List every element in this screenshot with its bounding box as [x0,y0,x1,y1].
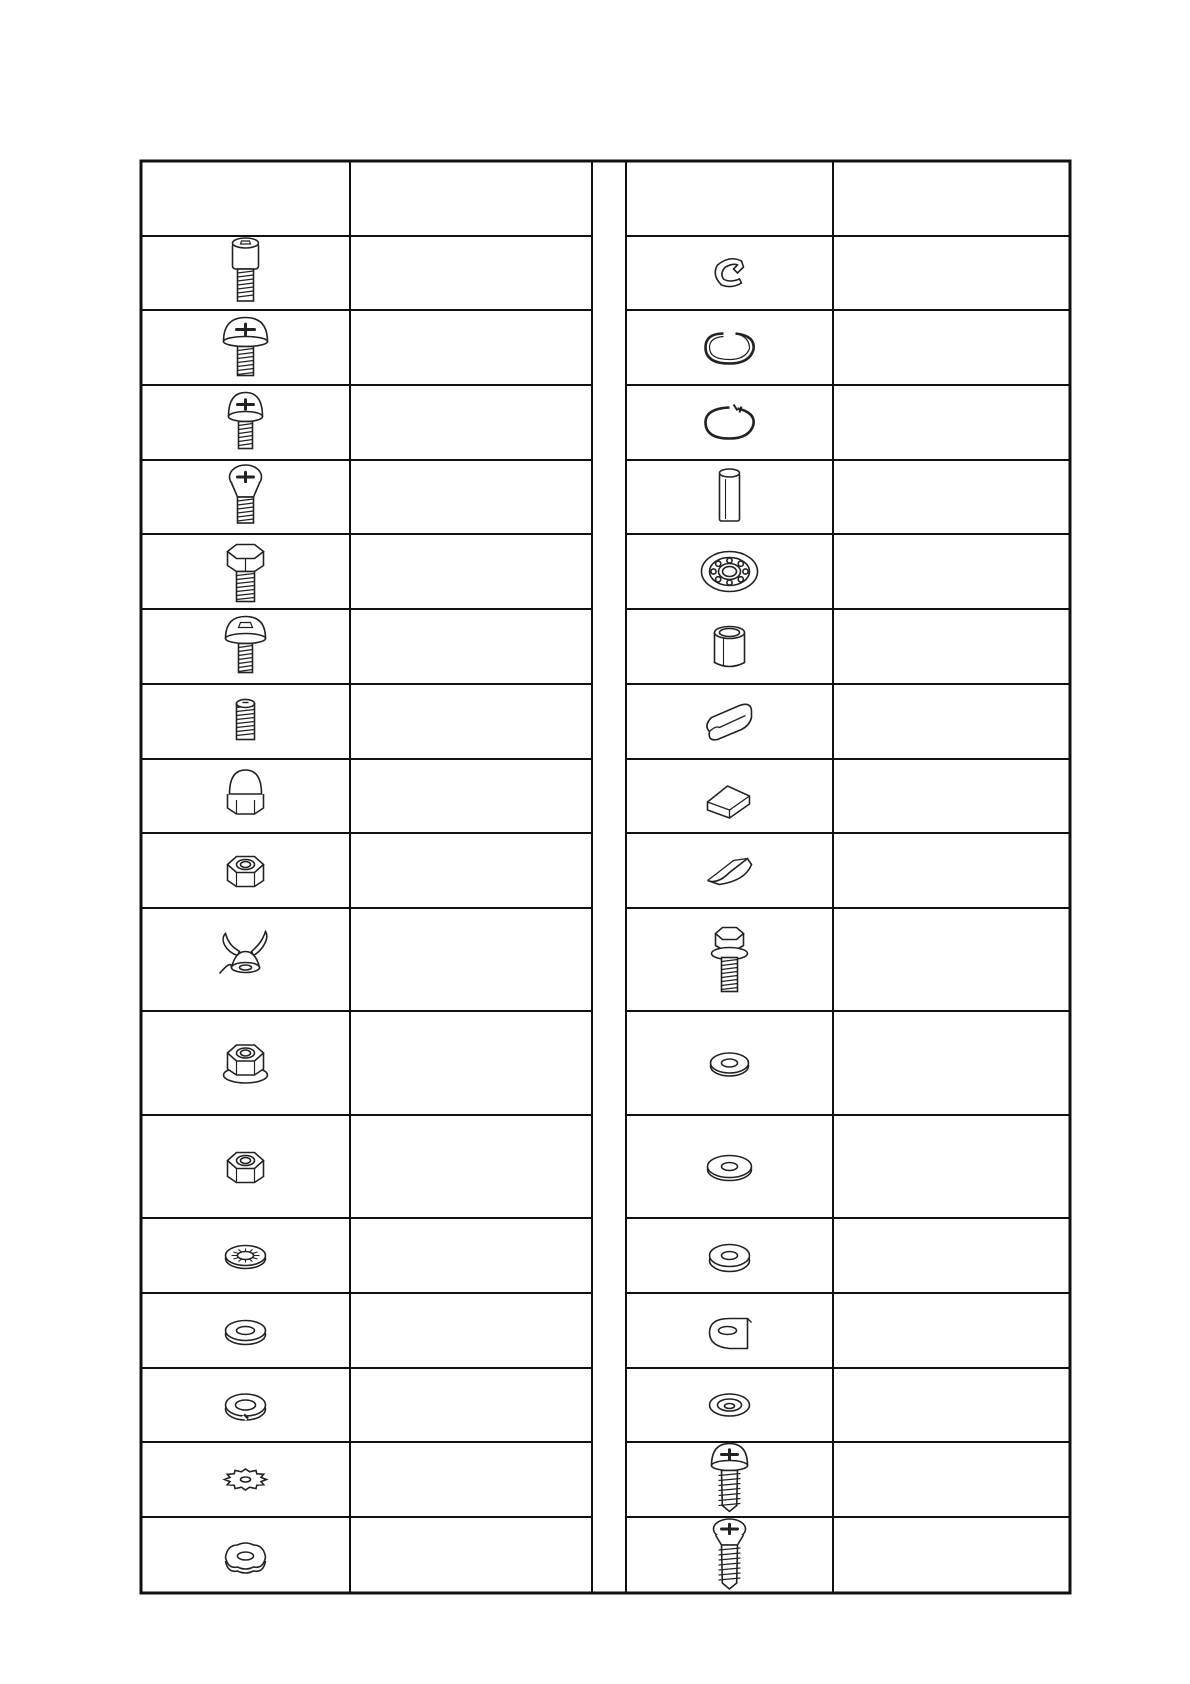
split-lock-washer-icon [226,1394,266,1420]
lock-nut-icon [228,1153,264,1183]
right-table-row [710,1319,752,1349]
wave-washer-icon [226,1543,266,1573]
left-table-row [224,318,268,376]
hex-bolt-icon [228,545,264,602]
flange-bolt-icon [712,928,748,992]
external-tooth-lock-washer-icon [225,1469,267,1490]
round-end-key-icon [707,704,752,739]
flat-head-tapping-screw-icon [714,1519,746,1589]
right-table-row [710,1394,750,1416]
bushing-icon [715,627,745,667]
left-table-row [225,1469,267,1490]
right-table-row [714,1519,746,1589]
left-table-row [226,1246,266,1269]
left-table-row [226,1394,266,1420]
right-table-row [712,1444,748,1512]
left-table-row [224,1045,268,1083]
right-table-row [720,469,740,521]
button-head-socket-screw-icon [226,617,266,673]
table-grid [141,161,1070,1593]
left-table-row [226,617,266,673]
right-table-row [715,259,743,287]
ball-bearing-icon [702,552,758,592]
small-flat-washer-icon [711,1053,749,1076]
square-end-key-icon [708,786,750,818]
left-table-row [233,238,259,301]
left-table-row [228,857,264,887]
left-table-row [237,700,255,740]
right-table-row [707,704,752,739]
flat-head-phillips-screw-icon [230,465,262,523]
right-table-row [712,928,748,992]
left-table-row [220,932,267,974]
woodruff-key-icon [708,859,752,885]
right-parts-column [702,259,758,1589]
left-parts-column [220,238,268,1573]
left-table-row [226,1321,266,1345]
hex-nut-icon [228,857,264,887]
socket-head-cap-screw-icon [233,238,259,301]
tab-washer-icon [710,1319,752,1349]
left-table-row [228,545,264,602]
pan-head-phillips-screw-icon [229,393,263,449]
wing-nut-icon [220,932,267,974]
right-table-row [708,786,750,818]
right-table-row [706,334,754,364]
countersunk-washer-icon [710,1394,750,1416]
dowel-pin-icon [720,469,740,521]
right-table-row [702,552,758,592]
left-table-row [228,1153,264,1183]
truss-head-phillips-screw-icon [224,318,268,376]
left-table-row [226,1543,266,1573]
right-table-row [708,859,752,885]
right-table-row [708,1156,752,1181]
pan-head-tapping-screw-icon [712,1444,748,1512]
internal-tooth-lock-washer-icon [226,1246,266,1269]
left-table-row [230,465,262,523]
right-table-row [710,1245,750,1272]
right-table-row [715,627,745,667]
left-table-row [228,770,264,814]
thick-washer-icon [710,1245,750,1272]
right-table-row [706,405,754,439]
large-flat-washer-icon [708,1156,752,1181]
left-table-row [229,393,263,449]
right-table-row [711,1053,749,1076]
flange-nut-icon [224,1045,268,1083]
e-clip-icon [715,259,743,287]
set-screw-icon [237,700,255,740]
flat-washer-icon [226,1321,266,1345]
internal-snap-ring-icon [706,405,754,439]
acorn-cap-nut-icon [228,770,264,814]
external-snap-ring-icon [706,334,754,364]
